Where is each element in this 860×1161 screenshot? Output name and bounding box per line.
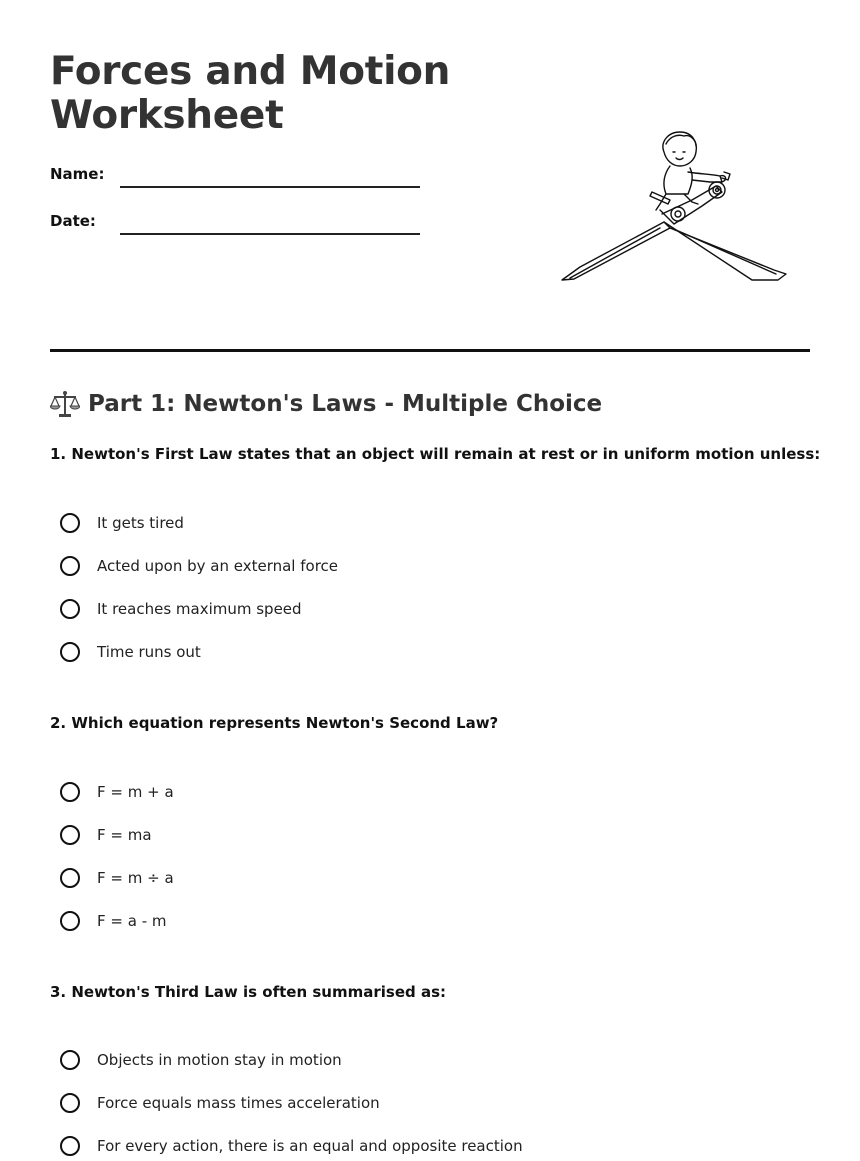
date-label: Date: <box>50 212 96 230</box>
radio-button[interactable] <box>60 1050 80 1070</box>
q2-option-b[interactable] <box>60 822 152 848</box>
radio-button[interactable] <box>60 825 80 845</box>
option-label: It reaches maximum speed <box>97 600 302 618</box>
q3-option-c[interactable] <box>60 1133 523 1159</box>
radio-button[interactable] <box>60 599 80 619</box>
option-label: Acted upon by an external force <box>97 557 339 575</box>
option-label: F = ma <box>97 826 152 844</box>
question-3: 3. Newton's Third Law is often summarised as: <box>50 983 447 1001</box>
q2-option-a[interactable] <box>60 779 174 805</box>
option-label: F = m ÷ a <box>97 869 174 887</box>
radio-button[interactable] <box>60 1136 80 1156</box>
option-label: Objects in motion stay in motion <box>97 1051 342 1069</box>
q1-option-d[interactable] <box>60 639 201 665</box>
q3-option-b[interactable] <box>60 1090 380 1116</box>
date-field-line[interactable] <box>120 233 420 235</box>
balance-scale-icon <box>50 389 80 419</box>
q1-option-a[interactable] <box>60 510 184 536</box>
radio-button[interactable] <box>60 556 80 576</box>
radio-button[interactable] <box>60 782 80 802</box>
worksheet-title: Forces and Motion Worksheet <box>50 49 451 138</box>
name-label: Name: <box>50 165 105 183</box>
option-label: F = a - m <box>97 912 167 930</box>
header-divider <box>50 349 810 352</box>
option-label: For every action, there is an equal and opposite reaction <box>97 1137 523 1155</box>
radio-button[interactable] <box>60 911 80 931</box>
q1-option-c[interactable] <box>60 596 302 622</box>
option-label: Time runs out <box>97 643 201 661</box>
radio-button[interactable] <box>60 1093 80 1113</box>
option-label: F = m + a <box>97 783 174 801</box>
q2-option-d[interactable] <box>60 908 167 934</box>
section-heading <box>50 386 602 422</box>
radio-button[interactable] <box>60 513 80 533</box>
radio-button[interactable] <box>60 642 80 662</box>
q1-option-b[interactable] <box>60 553 338 579</box>
question-1: 1. Newton's First Law states that an object will remain at rest or in uniform motion unless: <box>50 445 821 463</box>
q2-option-c[interactable] <box>60 865 174 891</box>
question-2: 2. Which equation represents Newton's Second Law? <box>50 714 499 732</box>
option-label: It gets tired <box>97 514 184 532</box>
child-on-seesaw-illustration <box>552 122 802 290</box>
q3-option-a[interactable] <box>60 1047 342 1073</box>
option-label: Force equals mass times acceleration <box>97 1094 380 1112</box>
section-heading-text: Part 1: Newton's Laws - Multiple Choice <box>88 391 603 417</box>
radio-button[interactable] <box>60 868 80 888</box>
name-field-line[interactable] <box>120 186 420 188</box>
